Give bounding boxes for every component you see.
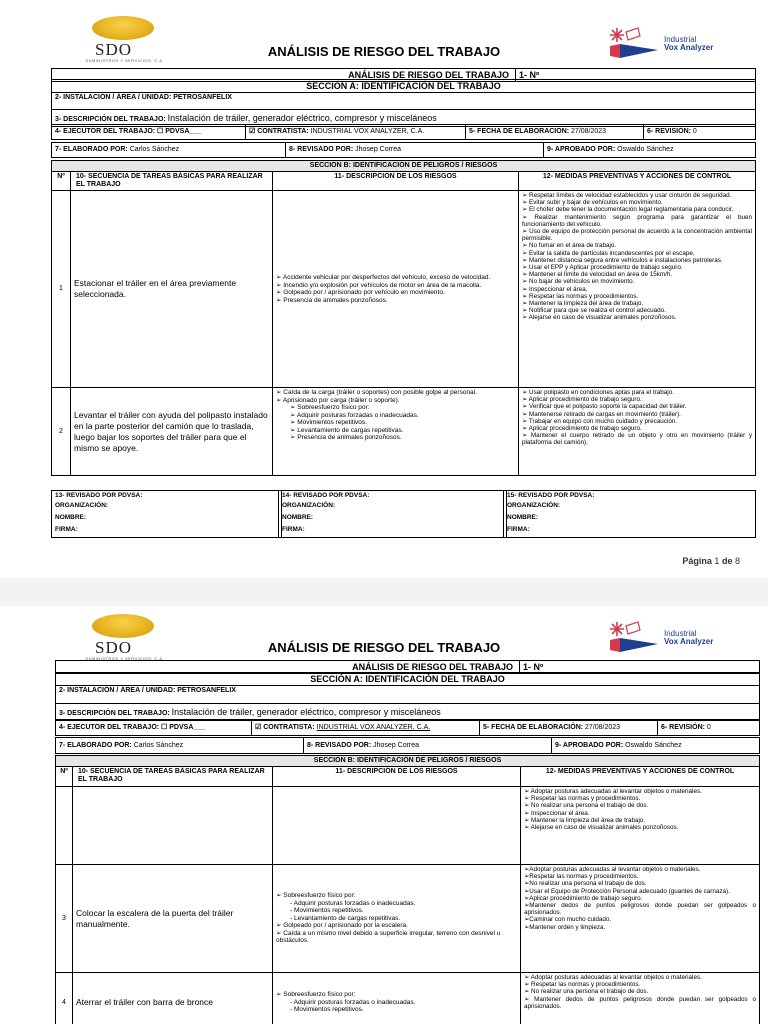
section-a-title: SECCIÓN A: IDENTIFICACIÓN DEL TRABAJO <box>56 673 760 686</box>
revision-value: 0 <box>692 128 697 135</box>
col-header-tasks: 10- SECUENCIA DE TAREAS BÁSICAS PARA REALIZAR EL TRABAJO <box>73 767 273 787</box>
col-header-n: Nº <box>56 767 73 787</box>
approved-cell <box>544 143 756 158</box>
col-header-tasks: 10- SECUENCIA DE TAREAS BÁSICAS PARA REALIZAR EL TRABAJO <box>71 172 273 191</box>
row-measures <box>519 388 756 476</box>
list-item: - Movimientos repetitivos. <box>290 907 364 915</box>
table-row <box>56 973 760 1024</box>
col-header-n: Nº <box>52 172 71 191</box>
list-item: ➢ Sobreesfuerzo físico por: <box>290 404 370 411</box>
sdo-logo-ellipse-icon <box>92 614 154 638</box>
signature-title: 13- REVISADO POR PDVSA: <box>55 492 143 499</box>
vox-flag-icon <box>608 26 664 62</box>
row-risks <box>273 388 519 476</box>
col-header-measures: 12- MEDIDAS PREVENTIVAS Y ACCIONES DE CONTROL <box>519 172 756 191</box>
prepared-label: 7- ELABORADO POR: <box>59 741 132 749</box>
revision-value: 0 <box>706 723 711 731</box>
sdo-logo-text: SDO <box>95 40 133 59</box>
list-item: ➢ Alejarse en caso de visualizar animales ponzoñosos. <box>522 314 677 322</box>
signature-sign: FIRMA: <box>55 526 78 533</box>
contractor-value: INDUSTRIAL VOX ANALYZER, C.A. <box>310 128 425 135</box>
row-risks <box>273 191 519 388</box>
list-item: ➢ Accidente vehicular por desperfectos del vehículo, exceso de velocidad. <box>276 274 491 281</box>
vox-logo <box>608 620 718 656</box>
contractor-value: INDUSTRIAL VOX ANALYZER, C.A. <box>316 723 431 731</box>
vox-line2: Vox Analyzer <box>664 43 714 52</box>
signature-sign: FIRMA: <box>282 526 305 533</box>
page-total: 8 <box>734 556 740 566</box>
vox-line1: Industrial <box>664 629 697 638</box>
table-row <box>52 388 756 476</box>
row-number: 2 <box>52 388 71 476</box>
row-risks <box>273 865 521 973</box>
pdvsa-checkbox[interactable]: ☐ PDVSA___ <box>161 723 206 731</box>
date-cell <box>480 720 658 736</box>
contractor-checkbox[interactable]: ☑ CONTRATISTA: <box>255 723 315 731</box>
list-item: ➢ Presencia de animales ponzoñosos. <box>290 434 402 441</box>
list-item: ➢Mantener dedos de puntos peligrosos donde puedan ser golpeados o aprisionados. <box>524 902 757 917</box>
list-item: ➢ Notificar para que se realiza el control adecuado. <box>522 307 666 315</box>
list-item: ➢ Golpeado por / aprisionado por la escalera. <box>276 922 408 930</box>
date-value: 27/08/2023 <box>571 128 607 135</box>
sdo-logo-subtitle: SUMINISTROS Y SERVICIOS, C.A <box>85 656 163 661</box>
signature-org: ORGANIZACIÓN: <box>55 502 109 509</box>
list-item: ➢ Respetar las normas y procedimientos. <box>522 292 639 300</box>
reviewed-cell <box>286 143 544 158</box>
col-header-risks: 11- DESCRIPCIÓN DE LOS RIESGOS <box>273 172 519 191</box>
section-b-title: SECCIÓN B: IDENTIFICACIÓN DE PELIGROS / RIESGOS <box>52 161 756 172</box>
list-item: ➢ Trabajar en equipo con mucho cuidado y precaución. <box>522 417 678 425</box>
list-item: ➢ Sobreesfuerzo físico por: <box>276 892 356 900</box>
prepared-value: Carlos Sánchez <box>129 146 180 153</box>
reviewed-label: 8- REVISADO POR: <box>289 146 354 153</box>
list-item: ➢No realizar una persona el trabajo de dos. <box>524 880 647 888</box>
list-item: ➢ Respetar las normas y procedimientos. <box>524 795 641 803</box>
list-item: ➢ Usar el EPP y Aplicar procedimiento de trabajo seguro. <box>522 264 683 272</box>
list-item: - Adquirir posturas forzadas o inadecuadas. <box>290 899 416 907</box>
sdo-logo-subtitle: SUMINISTROS Y SERVICIOS, C.A <box>85 58 163 63</box>
row-measures <box>521 973 760 1024</box>
page-number <box>682 556 740 566</box>
description-value: Instalación de tráiler, generador eléctrico, compresor y misceláneos <box>167 112 437 123</box>
job-description-field <box>56 704 760 721</box>
list-item: ➢ Inspeccionar el área. <box>522 285 588 293</box>
list-item: ➢ No bajar de vehículos en movimiento. <box>522 278 635 286</box>
table-row <box>52 191 756 388</box>
contractor-cell <box>246 125 466 140</box>
description-label: 3- DESCRIPCIÓN DEL TRABAJO: <box>55 115 166 123</box>
date-value: 27/08/2023 <box>585 723 621 731</box>
pdvsa-checkbox[interactable]: ☐ PDVSA___ <box>157 128 202 135</box>
reviewed-label: 8- REVISADO POR: <box>307 741 372 749</box>
section-b-title: SECCIÓN B: IDENTIFICACIÓN DE PELIGROS / RIESGOS <box>56 756 760 767</box>
list-item: ➢ Uso de equipo de protección personal de acuerdo a la concentración ambiental permisible. <box>522 228 753 243</box>
list-item: ➢ Evitar la salida de partículas incandescentes por el escape. <box>522 249 695 257</box>
list-item: ➢ Mantenerse retirado de cargas en movimiento (tráiler). <box>522 410 681 418</box>
row-task: Levantar el tráiler con ayuda del polipasto instalado en la parte posterior del camión que lo traslada, luego bajar los soportes del tráiler para que el mismo se apoye. <box>71 388 273 476</box>
list-item: ➢Respetar las normas y procedimientos. <box>524 873 639 881</box>
form-title: ANÁLISIS DE RIESGO DEL TRABAJO <box>56 661 520 674</box>
approved-label: 9- APROBADO POR: <box>547 146 616 153</box>
executor-table <box>51 124 756 140</box>
prepared-cell <box>52 143 286 158</box>
row-number <box>56 787 73 865</box>
row-measures <box>521 865 760 973</box>
list-item: ➢Adoptar posturas adecuadas al levantar objetos o materiales. <box>524 866 701 873</box>
list-item: ➢ Sobreesfuerzo físico por: <box>276 991 356 999</box>
vox-flag-icon <box>608 620 664 656</box>
row-number: 1 <box>52 191 71 388</box>
section-a-table <box>55 672 760 721</box>
list-item: ➢ Caída de la carga (tráiler o soportes) con posible golpe al personal. <box>276 389 477 396</box>
prepared-label: 7- ELABORADO POR: <box>55 146 128 153</box>
revision-cell <box>644 125 756 140</box>
signature-box-3 <box>503 490 756 538</box>
description-value: Instalación de tráiler, generador eléctrico, compresor y misceláneos <box>171 706 441 717</box>
row-task <box>73 787 273 865</box>
executor-cell <box>52 125 246 140</box>
date-cell <box>466 125 644 140</box>
date-label: 5- FECHA DE ELABORACIÓN: <box>483 723 584 731</box>
executor-label: 4- EJECUTOR DEL TRABAJO: <box>55 128 156 135</box>
vox-logo-text <box>664 36 713 52</box>
vox-line2: Vox Analyzer <box>664 637 714 646</box>
table-row <box>56 865 760 973</box>
list-item: ➢ Mantener la limpieza del área de trabajo. <box>522 300 644 308</box>
executor-label: 4- EJECUTOR DEL TRABAJO: <box>59 723 160 731</box>
row-number: 3 <box>56 865 73 973</box>
list-item: ➢ Respetar las normas y procedimientos. <box>524 981 641 989</box>
revision-label: 6- REVISIÓN: <box>647 128 691 135</box>
vox-line1: Industrial <box>664 35 697 44</box>
executor-table <box>55 719 760 736</box>
prepared-cell <box>56 738 304 754</box>
section-a-table <box>51 79 756 127</box>
list-item: ➢ No fumar en el área de trabajo. <box>522 242 617 250</box>
list-item: ➢ Verificar que el polipasto soporte la capacidad del tráiler. <box>522 403 687 411</box>
signature-box-2 <box>278 490 507 538</box>
row-measures <box>521 787 760 865</box>
list-item: - Adquirir posturas forzadas o inadecuadas. <box>290 998 416 1006</box>
section-b-table <box>51 160 756 476</box>
list-item: ➢ Levantamiento de cargas repetitivas. <box>290 426 404 434</box>
signature-name: NOMBRE: <box>55 514 87 521</box>
list-item: ➢ Aplicar procedimiento de trabajo seguro. <box>522 425 642 433</box>
document-title: ANÁLISIS DE RIESGO DEL TRABAJO <box>267 640 501 655</box>
contractor-cell <box>252 720 480 736</box>
reviewed-cell <box>304 738 552 754</box>
list-item: ➢Aplicar procedimiento de trabajo seguro. <box>524 894 643 902</box>
installation-field: 2- INSTALACIÓN / ÁREA / UNIDAD: PETROSANFELIX <box>52 93 756 110</box>
vox-logo-text <box>664 630 713 646</box>
list-item: ➢ Adquirir posturas forzadas o inadecuadas. <box>290 411 419 419</box>
list-item: ➢ Inspeccionar el área. <box>524 809 590 817</box>
reviewed-value: Jhosep Correa <box>373 741 420 749</box>
people-table <box>55 737 760 754</box>
page-of: de <box>721 556 733 566</box>
signature-org: ORGANIZACIÓN: <box>282 502 336 509</box>
form-number: 1- Nº <box>520 661 760 674</box>
page-current: 1 <box>714 556 720 566</box>
row-task: Colocar la escalera de la puerta del tráiler manualmente. <box>73 865 273 973</box>
list-item: ➢ No realizar una persona el trabajo de dos. <box>524 988 649 996</box>
contractor-checkbox[interactable]: ☑ CONTRATISTA: <box>249 128 309 135</box>
list-item: ➢ Mantener el cuerpo retirado de un objeto y otro en movimiento (tráiler y plataforma del camión). <box>522 432 753 447</box>
row-risks <box>273 973 521 1024</box>
row-task: Estacionar el tráiler en el área previamente seleccionada. <box>71 191 273 388</box>
list-item: ➢ Evitar subir y bajar de vehículos en movimiento. <box>522 199 663 207</box>
list-item: ➢ Golpeado por / aprisionado por vehículo en movimiento. <box>276 289 445 296</box>
document-title: ANÁLISIS DE RIESGO DEL TRABAJO <box>267 44 501 59</box>
row-number: 4 <box>56 973 73 1024</box>
form-number: 1- Nº <box>516 69 756 82</box>
list-item: ➢Mantener orden y limpieza. <box>524 923 606 931</box>
list-item: ➢ Alejarse en caso de visualizar animales ponzoñosos. <box>524 824 679 832</box>
list-item: ➢ Incendio y/o explosión por vehículos de motor en área de la macolla. <box>276 281 482 289</box>
signature-org: ORGANIZACIÓN: <box>507 502 561 509</box>
installation-field: 2- INSTALACIÓN / ÁREA / UNIDAD: PETROSANFELIX <box>56 686 760 704</box>
list-item: ➢ No realizar una persona el trabajo de dos. <box>524 802 649 810</box>
list-item: ➢ Movimientos repetitivos. <box>290 419 367 426</box>
list-item: ➢ Adoptar posturas adecuadas al levantar objetos o materiales. <box>524 788 702 795</box>
people-table <box>51 142 756 158</box>
table-row <box>56 787 760 865</box>
signature-box-1 <box>51 490 282 538</box>
approved-value: Oswaldo Sánchez <box>617 146 674 153</box>
list-item: ➢Caminar con mucho cuidado. <box>524 916 612 924</box>
row-measures <box>519 191 756 388</box>
list-item: - Levantamiento de cargas repetitivas. <box>290 914 401 922</box>
list-item: ➢Usar el Equipo de Protección Personal adecuado (guantes de carnaza). <box>524 887 730 895</box>
list-item: ➢ El chofer debe tener la documentación legal reglamentaria para conducir. <box>522 206 734 214</box>
approved-value: Oswaldo Sánchez <box>625 741 682 749</box>
form-title: ANÁLISIS DE RIESGO DEL TRABAJO <box>52 69 516 82</box>
signature-name: NOMBRE: <box>507 514 539 521</box>
reviewed-value: Jhosep Correa <box>355 146 402 153</box>
list-item: ➢ Caída a un mismo nivel debido a superficie irregular, terreno con desnivel u obstáculos. <box>276 929 501 945</box>
list-item: ➢ Mantener dedos de puntos peligrosos donde puedan ser golpeados o aprisionados. <box>524 995 757 1010</box>
revision-cell <box>658 720 760 736</box>
list-item: ➢ Usar polipasto en condiciones aptas para el trabajo. <box>522 389 674 396</box>
list-item: ➢ Mantener distancia segura entre vehículos e instalaciones petroleras. <box>522 256 723 264</box>
date-label: 5- FECHA DE ELABORACIÓN: <box>469 128 570 135</box>
sdo-logo-ellipse-icon <box>92 16 154 40</box>
approved-cell <box>552 738 760 754</box>
section-a-title: SECCIÓN A: IDENTIFICACIÓN DEL TRABAJO <box>52 80 756 93</box>
description-label: 3- DESCRIPCIÓN DEL TRABAJO: <box>59 709 170 717</box>
list-item: ➢ Respetar límites de velocidad establecidos y usar cinturón de seguridad. <box>522 192 732 199</box>
page-label: Página <box>682 556 712 566</box>
list-item: ➢ Realizar mantenimiento según programa para garantizar el buen funcionamiento del vehículo. <box>522 213 753 228</box>
list-item: ➢ Mantener la limpieza del área de trabajo. <box>524 816 646 824</box>
executor-cell <box>56 720 252 736</box>
list-item: - Movimientos repetitivos. <box>290 1006 364 1014</box>
page-2 <box>0 606 768 1024</box>
col-header-risks: 11- DESCRIPCIÓN DE LOS RIESGOS <box>273 767 521 787</box>
prepared-value: Carlos Sánchez <box>133 741 184 749</box>
page-separator <box>0 578 768 606</box>
list-item: ➢ Presencia de animales ponzoñosos. <box>276 296 388 304</box>
list-item: ➢ Aprisionado por carga (tráiler o soporte). <box>276 396 400 404</box>
signature-title: 15- REVISADO POR PDVSA: <box>507 492 595 499</box>
col-header-measures: 12- MEDIDAS PREVENTIVAS Y ACCIONES DE CONTROL <box>521 767 760 787</box>
section-b-table <box>55 755 760 1024</box>
list-item: ➢ Adoptar posturas adecuadas al levantar objetos o materiales. <box>524 974 702 981</box>
sdo-logo-text: SDO <box>95 638 133 657</box>
row-task: Aterrar el tráiler con barra de bronce <box>73 973 273 1024</box>
row-risks <box>273 787 521 865</box>
list-item: ➢ Mantener el límite de velocidad en área de 15km/h. <box>522 271 673 279</box>
approved-label: 9- APROBADO POR: <box>555 741 624 749</box>
revision-label: 6- REVISIÓN: <box>661 723 705 731</box>
signature-sign: FIRMA: <box>507 526 530 533</box>
vox-logo <box>608 26 718 62</box>
signature-name: NOMBRE: <box>282 514 314 521</box>
list-item: ➢ Aplicar procedimiento de trabajo seguro. <box>522 396 642 404</box>
signature-title: 14- REVISADO POR PDVSA: <box>282 492 370 499</box>
